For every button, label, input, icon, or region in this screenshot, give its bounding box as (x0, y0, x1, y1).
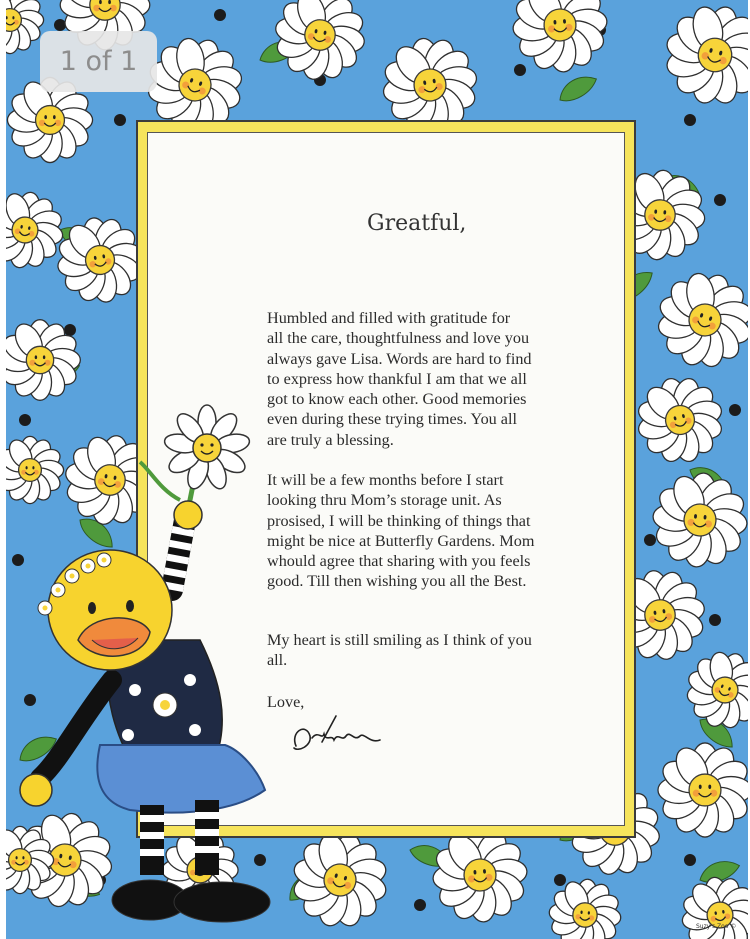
held-daisy-icon (163, 405, 251, 491)
letter-body (261, 210, 581, 711)
signature-scribble (288, 712, 398, 762)
letter-paragraph: My heart is still smiling as I think of you all. (267, 631, 532, 670)
copyright-logo (696, 918, 740, 932)
letter-paragraph: It will be a few months before I start looking thru Mom’s storage unit. As prosised, I will be thinking of things that might be nice at Butterfly Gardens. Mom whould agree that sharing with you feels good. Till then wishing you all the Best. (267, 471, 535, 591)
letter-closing: Love, (267, 693, 305, 711)
letter-paragraph: Humbled and filled with gratitude for all the care, thoughtfulness and love you always gave Lisa. Words are hard to find to express how thankful I am that we all got to know each other. Good memories even during these trying times. You all are truly a blessing. (267, 309, 532, 449)
copyright-mark (696, 917, 740, 936)
svg-text:Suzy's Zoo ©: Suzy's Zoo © (696, 923, 737, 930)
page-indicator-badge: 1 of 1 (40, 31, 157, 92)
letter-greeting: Greatful, (367, 211, 467, 236)
